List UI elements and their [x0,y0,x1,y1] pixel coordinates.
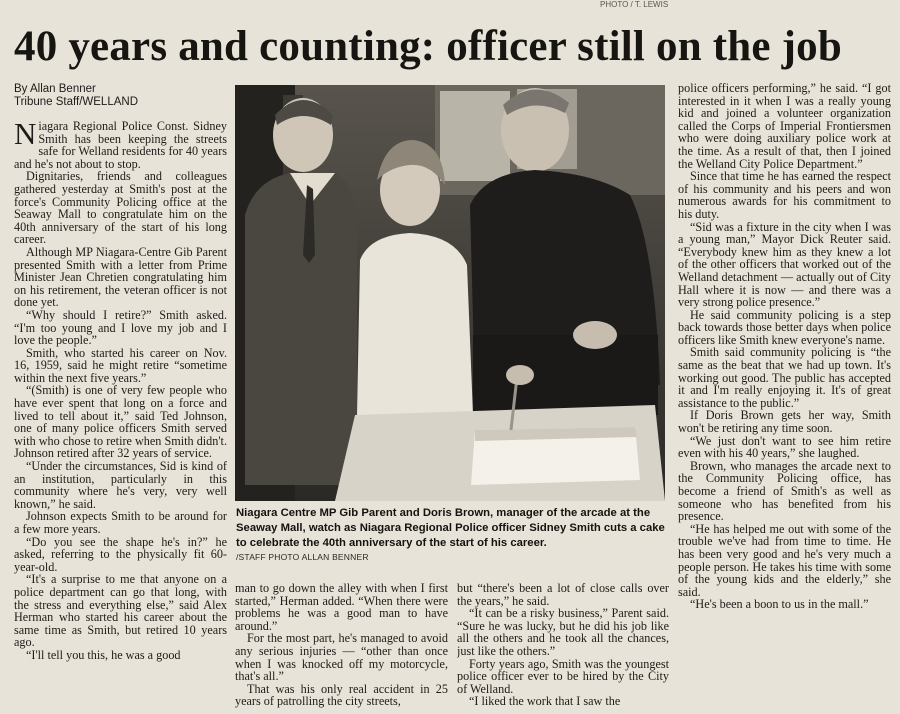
paragraph: “He has helped me out with some of the trouble we've had from time to time. He has been very good and he's very much a people person. He takes his time with some of the young kids and the elderly,” she said. [678,521,891,599]
paragraph: Johnson expects Smith to be around for a few more years. [14,509,227,536]
paragraph: “Under the circumstances, Sid is kind of an institution, particularly in this community where he's very, very well known,” he said. [14,459,227,511]
byline [14,83,224,109]
paragraph: “I'll tell you this, he was a good [26,647,181,662]
paragraph: Although MP Niagara-Centre Gib Parent presented Smith with a letter from Prime Minister Jean Chretien congratulating him on his retirement, the veteran officer is not done yet. [14,244,227,310]
paragraph: Dignitaries, friends and colleagues gathered yesterday at Smith's post at the force's Community Policing office at the Seaway Mall to congratulate him on the 40th anniversary of the start of his long career. [14,169,227,247]
paragraph: Forty years ago, Smith was the youngest police officer ever to be hired by the City of Welland. [457,656,669,696]
article-column-1 [14,120,227,714]
paragraph: “It can be a risky business,” Parent said. “Sure he was lucky, but he did his job like all the others and he took all the chances, just like the others.” [457,606,669,658]
photo-illustration [235,85,665,501]
paragraph: “Do you see the shape he's in?” he asked, referring to the physically fit 60-year-old. [14,534,227,574]
article-column-4 [678,82,891,714]
photo-caption: Niagara Centre MP Gib Parent and Doris Brown, manager of the arcade at the Seaway Mall, watch as Niagara Regional Police officer Sidney Smith cuts a cake to celebrate the 40th anniversary of the start of his career. [236,507,665,549]
paragraph: man to go down the alley with when I first started,” Herman added. “When there were problems he was a good man to have around.” [235,582,448,633]
drop-cap: N [14,120,37,151]
news-photo [235,85,665,501]
paragraph: Smith said community policing is “the same as the beat that we had up town. It's working out good. The public has accepted it and I'm really enjoying it. It's of great assistance to the public.” [678,345,891,410]
paragraph: “I liked the work that I saw the [469,694,621,709]
paragraph: but “there's been a lot of close calls over the years,” he said. [457,582,669,608]
paragraph: “It's a surprise to me that anyone on a police department can go that long, with the stress and everything else,” said Alex Herman who started his career about the same time as Smith, but retired 10 years ago. [14,572,227,650]
paragraph: He said community policing is a step back towards those better days when police officers like Smith knew everyone's name. [678,307,891,347]
top-strip [0,0,900,10]
paragraph: “We just don't want to see him retire even with his 40 years,” she laughed. [678,433,891,461]
article-column-2 [235,582,448,714]
paragraph: For the most part, he's managed to avoid any serious injuries — “other than once when I was knocked off my motorcycle, that's all.” [235,631,448,684]
paragraph: “(Smith) is one of very few people who have ever spent that long on a force and lived to tell about it,” said Ted Johnson, one of many police officers Smith served with who chose to retire when Smith didn't. Johnson retired after 32 years of service. [14,383,227,461]
paragraph: police officers performing,” he said. “I got interested in it when I was a really young kid and joined a volunteer organization called the Corps of Imperial Frontiersmen who were doing auxiliary police work at the time. As a result of that, then I joined the Welland City Police Department.” [678,82,891,171]
paragraph: That was his only real accident in 25 years of patrolling the city streets, [235,681,448,709]
paragraph: Niagara Regional Police Const. Sidney Smith has been keeping the streets safe for Welland residents for 40 years and he's not about to stop. [14,120,227,171]
top-photo-credit: PHOTO / T. LEWIS [600,0,669,9]
photo-credit: /STAFF PHOTO ALLAN BENNER [236,552,369,562]
paragraph: “Why should I retire?” Smith asked. “I'm too young and I love my job and I love the people.” [14,307,227,348]
byline-staff: Tribune Staff/WELLAND [14,96,138,108]
paragraph: “He's been a boon to us in the mall.” [690,597,869,612]
paragraph: If Doris Brown gets her way, Smith won't be retiring any time soon. [678,408,891,436]
paragraph: “Sid was a fixture in the city when I was a young man,” Mayor Dick Reuter said. “Everybody knew him as they knew a lot of the other officers that worked out of the Welland detachment — actually out of City Hall where it is now — and there was a very strong police presence.” [678,219,891,310]
byline-author: By Allan Benner [14,83,96,95]
article-column-3 [457,582,669,714]
paragraph: Since that time he has earned the respect of his community and his peers and won numerous awards for his commitment to his duty. [678,169,891,221]
paragraph: Smith, who started his career on Nov. 16, 1959, said he might retire “sometime within the next five years.” [14,345,227,385]
headline: 40 years and counting: officer still on the job [14,23,842,70]
paragraph: Brown, who manages the arcade next to the Community Policing office, has become a friend of Smith's as well as someone who has benefited from his presence. [678,458,891,524]
